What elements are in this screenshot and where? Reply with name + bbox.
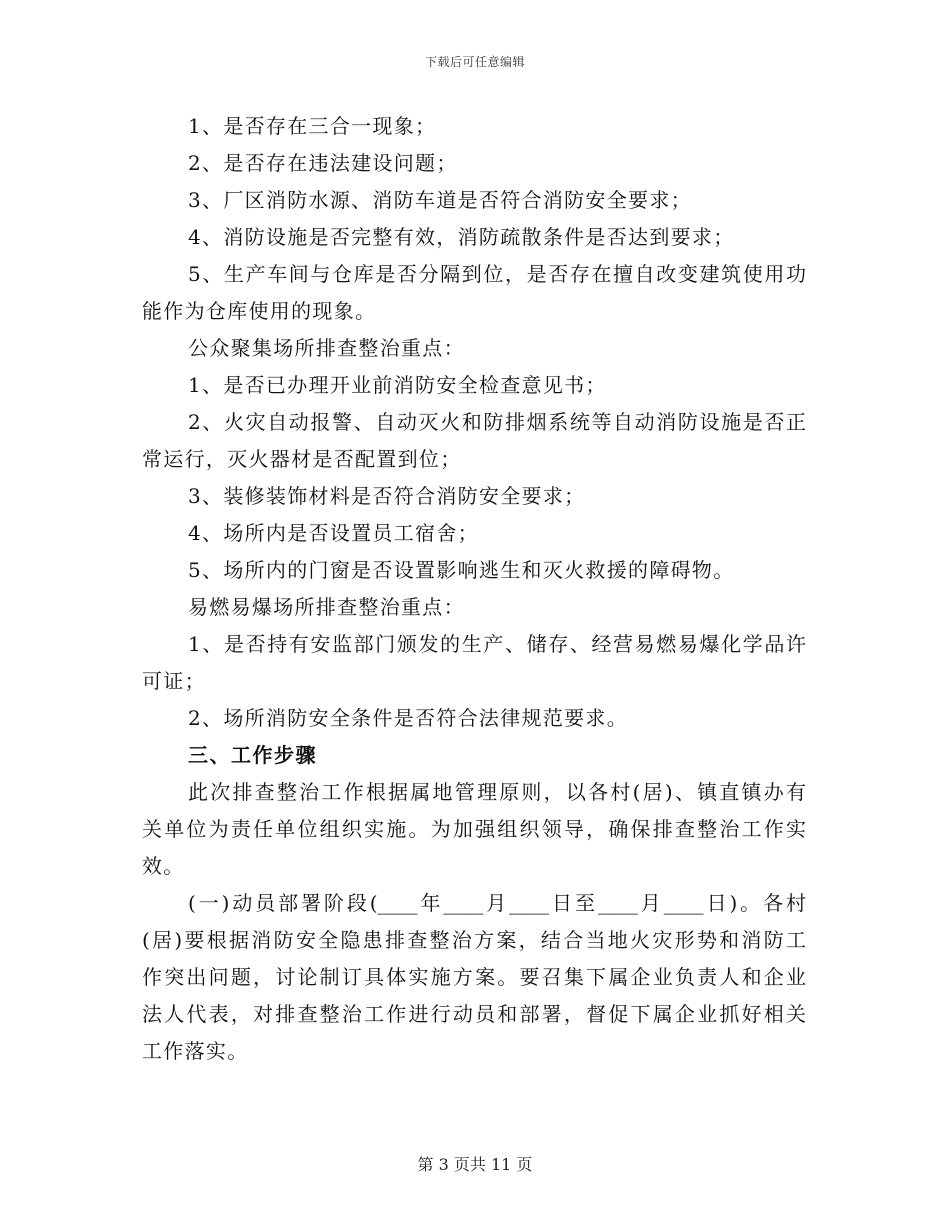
paragraph-line: 5、场所内的门窗是否设置影响逃生和灭火救援的障碍物。 [188, 558, 735, 582]
paragraph-line: 此次排查整治工作根据属地管理原则，以各村(居)、镇直镇办有 [188, 780, 806, 804]
paragraph-line: 1、是否持有安监部门颁发的生产、储存、经营易燃易爆化学品许 [188, 632, 806, 656]
public-venue-check-item-5 [142, 552, 806, 589]
mobilization-stage-paragraph [142, 885, 806, 1070]
paragraph-line: (居)要根据消防安全隐患排查整治方案，结合当地火灾形势和消防工 [142, 928, 806, 952]
section-heading-work-steps [142, 737, 806, 774]
document-body [142, 108, 806, 1070]
paragraph-line: 1、是否已办理开业前消防安全检查意见书； [188, 373, 607, 397]
heading-line: 三、工作步骤 [188, 743, 317, 767]
paragraph-line: 3、厂区消防水源、消防车道是否符合消防安全要求； [188, 188, 692, 212]
paragraph-line: 5、生产车间与仓库是否分隔到位，是否存在擅自改变建筑使用功 [188, 262, 806, 286]
flammable-site-check-item-2 [142, 700, 806, 737]
paragraph-line: 常运行，灭火器材是否配置到位； [142, 447, 462, 471]
factory-check-item-5 [142, 256, 806, 330]
paragraph-line: 效。 [142, 854, 185, 878]
paragraph-line: 4、消防设施是否完整有效，消防疏散条件是否达到要求； [188, 225, 735, 249]
paragraph-line: 3、装修装饰材料是否符合消防安全要求； [188, 484, 586, 508]
page-header-note: 下载后可任意编辑 [424, 55, 525, 69]
paragraph-line: 4、场所内是否设置员工宿舍； [188, 521, 479, 545]
page-number: 第 3 页共 11 页 [417, 1155, 533, 1174]
paragraph-line: 能作为仓库使用的现象。 [142, 299, 377, 323]
paragraph-line: 作突出问题，讨论制订具体实施方案。要召集下属企业负责人和企业 [142, 965, 806, 989]
factory-check-item-1 [142, 108, 806, 145]
paragraph-line: 1、是否存在三合一现象； [188, 114, 437, 138]
paragraph-line: 工作落实。 [142, 1039, 249, 1063]
paragraph-line: 2、是否存在违法建设问题； [188, 151, 458, 175]
factory-check-item-3 [142, 182, 806, 219]
paragraph-line: 关单位为责任单位组织实施。为加强组织领导，确保排查整治工作实 [142, 817, 806, 841]
paragraph-line: 法人代表，对排查整治工作进行动员和部署，督促下属企业抓好相关 [142, 1002, 806, 1026]
paragraph-line: 易燃易爆场所排查整治重点： [188, 595, 465, 619]
factory-check-item-4 [142, 219, 806, 256]
paragraph-line: 公众聚集场所排查整治重点： [188, 336, 465, 360]
paragraph-line: 2、场所消防安全条件是否符合法律规范要求。 [188, 706, 629, 730]
flammable-site-check-item-1 [142, 626, 806, 700]
factory-check-item-2 [142, 145, 806, 182]
paragraph-line: 可证； [142, 669, 206, 693]
flammable-site-heading [142, 589, 806, 626]
paragraph-line: (一)动员部署阶段(____年____月____日至____月____日)。各村 [188, 891, 806, 915]
public-venue-check-item-1 [142, 367, 806, 404]
public-venue-check-item-3 [142, 478, 806, 515]
public-venue-check-item-4 [142, 515, 806, 552]
public-venue-check-item-2 [142, 404, 806, 478]
paragraph-line: 2、火灾自动报警、自动灭火和防排烟系统等自动消防设施是否正 [188, 410, 806, 434]
work-steps-intro-paragraph [142, 774, 806, 885]
public-venue-heading [142, 330, 806, 367]
